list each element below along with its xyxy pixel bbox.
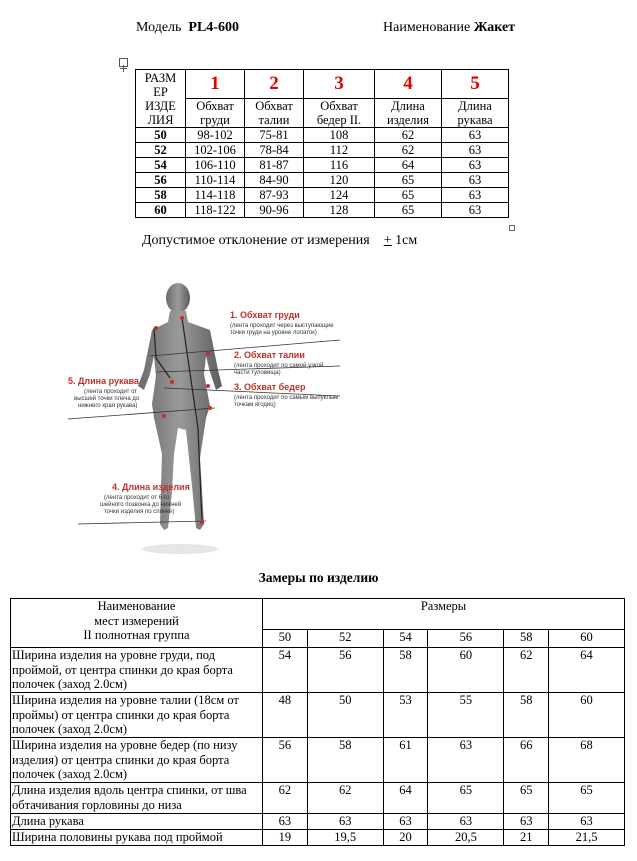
tolerance-note: Допустимое отклонение от измерения + 1см bbox=[142, 233, 418, 248]
svg-text:(лента проходит от 6-го: (лента проходит от 6-го bbox=[104, 495, 170, 501]
value-cell: 63 bbox=[504, 814, 549, 830]
value-cell: 60 bbox=[549, 693, 625, 738]
value-cell: 108 bbox=[304, 128, 375, 143]
measurement-name: Ширина половины рукава под проймой bbox=[11, 830, 263, 846]
value-cell: 118-122 bbox=[186, 203, 245, 218]
table-row bbox=[11, 693, 625, 738]
col-label: Обхват груди bbox=[186, 99, 245, 128]
value-cell: 56 bbox=[263, 738, 308, 783]
value-cell: 106-110 bbox=[186, 158, 245, 173]
value-cell: 53 bbox=[383, 693, 428, 738]
value-cell: 58 bbox=[307, 738, 383, 783]
label-hips bbox=[234, 382, 338, 408]
value-cell: 68 bbox=[549, 738, 625, 783]
value-cell: 63 bbox=[428, 814, 504, 830]
size-cell: 60 bbox=[136, 203, 186, 218]
label-sleeve bbox=[68, 376, 140, 409]
value-cell: 78-84 bbox=[245, 143, 304, 158]
value-cell: 48 bbox=[263, 693, 308, 738]
size-cell: 50 bbox=[136, 128, 186, 143]
value-cell: 63 bbox=[428, 738, 504, 783]
table-row bbox=[136, 188, 509, 203]
svg-text:точкам ягодиц): точкам ягодиц) bbox=[234, 402, 276, 408]
value-cell: 102-106 bbox=[186, 143, 245, 158]
value-cell: 65 bbox=[375, 203, 442, 218]
value-cell: 112 bbox=[304, 143, 375, 158]
col-label: Обхват бедер II. bbox=[304, 99, 375, 128]
name-value: Жакет bbox=[473, 20, 516, 35]
value-cell: 50 bbox=[307, 693, 383, 738]
col-label: Длина рукава bbox=[442, 99, 509, 128]
value-cell: 114-118 bbox=[186, 188, 245, 203]
value-cell: 64 bbox=[383, 783, 428, 814]
measurement-name: Ширина изделия на уровне бедер (по низу изделия) от центра спинки до края борта полочек (заход 2.0см) bbox=[11, 738, 263, 783]
col-num: 2 bbox=[245, 70, 304, 99]
value-cell: 63 bbox=[442, 128, 509, 143]
value-cell: 84-90 bbox=[245, 173, 304, 188]
model-label: Модель bbox=[136, 20, 182, 35]
label-waist bbox=[234, 350, 323, 376]
value-cell: 54 bbox=[263, 648, 308, 693]
svg-text:2. Обхват талии: 2. Обхват талии bbox=[234, 350, 305, 360]
value-cell: 75-81 bbox=[245, 128, 304, 143]
value-cell: 21,5 bbox=[549, 830, 625, 846]
size-header-cell: 54 bbox=[383, 630, 428, 648]
size-cell: 52 bbox=[136, 143, 186, 158]
label-length bbox=[100, 482, 190, 515]
value-cell: 63 bbox=[442, 188, 509, 203]
svg-text:5. Длина рукава: 5. Длина рукава bbox=[68, 376, 139, 386]
value-cell: 63 bbox=[442, 173, 509, 188]
value-cell: 128 bbox=[304, 203, 375, 218]
size-header-cell: 60 bbox=[549, 630, 625, 648]
sizes-header: Размеры bbox=[263, 599, 625, 630]
value-cell: 56 bbox=[307, 648, 383, 693]
size-header-cell: 58 bbox=[504, 630, 549, 648]
value-cell: 64 bbox=[549, 648, 625, 693]
value-cell: 63 bbox=[442, 158, 509, 173]
table-row bbox=[136, 173, 509, 188]
size-header-cell: 50 bbox=[263, 630, 308, 648]
corner-header: РАЗМ ЕР ИЗДЕ ЛИЯ bbox=[136, 70, 186, 128]
svg-text:(лента проходит от: (лента проходит от bbox=[84, 389, 138, 395]
size-header-cell: 56 bbox=[428, 630, 504, 648]
value-cell: 62 bbox=[375, 143, 442, 158]
name-header: Наименование мест измерений II полнотная группа bbox=[11, 599, 263, 648]
size-cell: 54 bbox=[136, 158, 186, 173]
value-cell: 65 bbox=[504, 783, 549, 814]
move-icon bbox=[120, 65, 127, 72]
size-cell: 56 bbox=[136, 173, 186, 188]
name-line bbox=[383, 20, 515, 36]
value-cell: 87-93 bbox=[245, 188, 304, 203]
name-label: Наименование bbox=[383, 20, 471, 35]
value-cell: 58 bbox=[383, 648, 428, 693]
measurement-figure bbox=[60, 278, 380, 556]
svg-text:части туловища): части туловища) bbox=[234, 370, 281, 376]
value-cell: 63 bbox=[549, 814, 625, 830]
shadow bbox=[142, 544, 218, 554]
value-cell: 81-87 bbox=[245, 158, 304, 173]
value-cell: 64 bbox=[375, 158, 442, 173]
product-table-title: Замеры по изделию bbox=[258, 570, 379, 585]
value-cell: 120 bbox=[304, 173, 375, 188]
label-chest bbox=[230, 310, 334, 336]
table-row bbox=[11, 738, 625, 783]
table-row bbox=[11, 830, 625, 846]
model-line bbox=[136, 20, 239, 36]
size-table bbox=[135, 69, 509, 218]
measurement-name: Ширина изделия на уровне талии (18см от проймы) от центра спинки до края борта полочек (заход 2.0см) bbox=[11, 693, 263, 738]
table-row bbox=[11, 814, 625, 830]
svg-text:нижнего края рукава): нижнего края рукава) bbox=[78, 403, 138, 409]
value-cell: 65 bbox=[549, 783, 625, 814]
value-cell: 62 bbox=[307, 783, 383, 814]
svg-text:1. Обхват груди: 1. Обхват груди bbox=[230, 310, 300, 320]
value-cell: 63 bbox=[442, 143, 509, 158]
table-row bbox=[136, 158, 509, 173]
value-cell: 65 bbox=[375, 188, 442, 203]
value-cell: 63 bbox=[383, 814, 428, 830]
table-move-handle[interactable] bbox=[119, 58, 128, 67]
col-label: Длина изделия bbox=[375, 99, 442, 128]
value-cell: 61 bbox=[383, 738, 428, 783]
value-cell: 116 bbox=[304, 158, 375, 173]
measurement-name: Длина изделия вдоль центра спинки, от шва обтачивания горловины до низа bbox=[11, 783, 263, 814]
table-row bbox=[136, 203, 509, 218]
measurement-name: Ширина изделия на уровне груди, под проймой, от центра спинки до края борта полочек (заход 2.0см) bbox=[11, 648, 263, 693]
table-row bbox=[136, 128, 509, 143]
value-cell: 62 bbox=[263, 783, 308, 814]
svg-text:высшей точки плеча до: высшей точки плеча до bbox=[74, 396, 140, 402]
table-resize-handle[interactable] bbox=[509, 225, 515, 231]
col-num: 5 bbox=[442, 70, 509, 99]
value-cell: 55 bbox=[428, 693, 504, 738]
svg-text:шейного позвонка до нижней: шейного позвонка до нижней bbox=[100, 502, 182, 508]
value-cell: 19,5 bbox=[307, 830, 383, 846]
size-header-cell: 52 bbox=[307, 630, 383, 648]
size-cell: 58 bbox=[136, 188, 186, 203]
value-cell: 110-114 bbox=[186, 173, 245, 188]
value-cell: 20,5 bbox=[428, 830, 504, 846]
col-num: 1 bbox=[186, 70, 245, 99]
model-value: PL4-600 bbox=[188, 20, 239, 35]
svg-text:точки изделия по спинке): точки изделия по спинке) bbox=[104, 509, 175, 515]
svg-text:точки груди на уровне лопаток): точки груди на уровне лопаток) bbox=[230, 330, 317, 336]
value-cell: 60 bbox=[428, 648, 504, 693]
table-row bbox=[11, 783, 625, 814]
svg-text:(лента проходит по самым выпук: (лента проходит по самым выпуклым bbox=[234, 395, 339, 401]
svg-text:(лента проходит через выступаю: (лента проходит через выступающие bbox=[230, 323, 334, 329]
value-cell: 19 bbox=[263, 830, 308, 846]
col-num: 3 bbox=[304, 70, 375, 99]
value-cell: 66 bbox=[504, 738, 549, 783]
value-cell: 65 bbox=[375, 173, 442, 188]
value-cell: 62 bbox=[504, 648, 549, 693]
table-row bbox=[11, 648, 625, 693]
value-cell: 62 bbox=[375, 128, 442, 143]
value-cell: 21 bbox=[504, 830, 549, 846]
col-num: 4 bbox=[375, 70, 442, 99]
value-cell: 63 bbox=[263, 814, 308, 830]
product-table bbox=[10, 598, 625, 846]
value-cell: 20 bbox=[383, 830, 428, 846]
svg-text:4. Длина изделия: 4. Длина изделия bbox=[112, 482, 190, 492]
svg-text:(лента проходит по самой узкой: (лента проходит по самой узкой bbox=[234, 363, 324, 369]
value-cell: 124 bbox=[304, 188, 375, 203]
value-cell: 63 bbox=[307, 814, 383, 830]
svg-text:3. Обхват бедер: 3. Обхват бедер bbox=[234, 382, 306, 392]
value-cell: 58 bbox=[504, 693, 549, 738]
plus-minus: + bbox=[383, 233, 392, 248]
measurement-name: Длина рукава bbox=[11, 814, 263, 830]
value-cell: 63 bbox=[442, 203, 509, 218]
col-label: Обхват талии bbox=[245, 99, 304, 128]
value-cell: 98-102 bbox=[186, 128, 245, 143]
value-cell: 90-96 bbox=[245, 203, 304, 218]
value-cell: 65 bbox=[428, 783, 504, 814]
table-row bbox=[136, 143, 509, 158]
